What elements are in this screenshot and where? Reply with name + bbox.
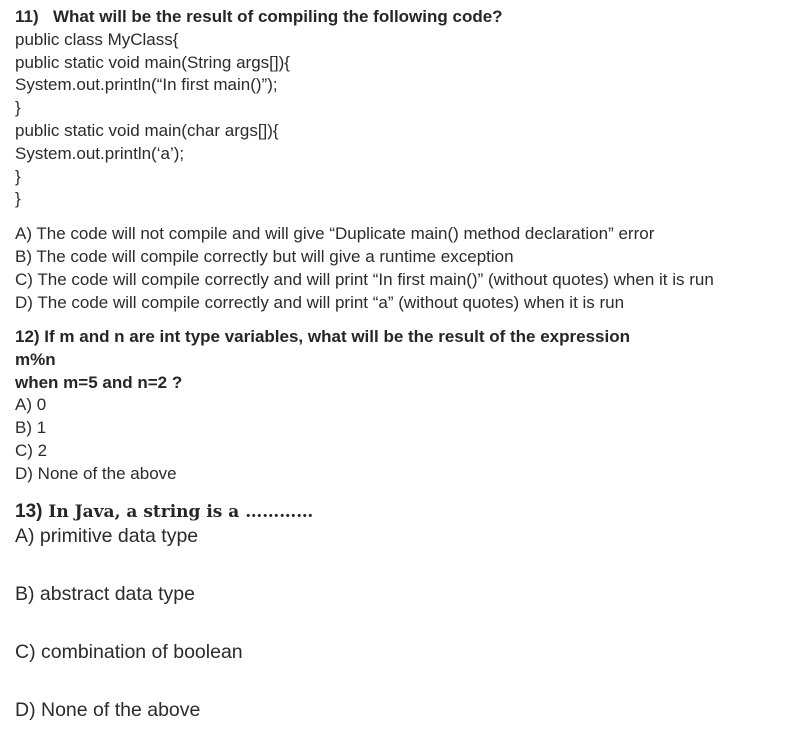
question-13 bbox=[15, 500, 791, 722]
option-c: C) The code will compile correctly and will print “In first main()” (without quotes) when it is run bbox=[15, 269, 714, 289]
option-a: A) The code will not compile and will give “Duplicate main() method declaration” error bbox=[15, 224, 655, 244]
option-b: B) 1 bbox=[15, 418, 47, 438]
option-b: B) abstract data type bbox=[15, 583, 195, 605]
question-13-options bbox=[15, 524, 791, 722]
option-a: A) 0 bbox=[15, 395, 47, 415]
question-12-options bbox=[15, 394, 791, 485]
question-12-text-line: 12) If m and n are int type variables, what will be the result of the expression bbox=[15, 327, 630, 346]
option-a: A) primitive data type bbox=[15, 525, 199, 547]
question-13-heading bbox=[15, 500, 791, 524]
question-11-number: 11) bbox=[15, 7, 39, 26]
question-12-expression: m%n bbox=[15, 349, 56, 369]
code-line: public static void main(char args[]){ bbox=[15, 120, 279, 140]
option-d: D) None of the above bbox=[15, 463, 177, 483]
question-11-text: What will be the result of compiling the following code? bbox=[53, 7, 503, 26]
code-line: } bbox=[15, 98, 21, 118]
question-11-heading bbox=[15, 6, 791, 29]
option-b: B) The code will compile correctly but will give a runtime exception bbox=[15, 246, 514, 266]
option-c: C) 2 bbox=[15, 440, 48, 460]
question-11-code bbox=[15, 29, 791, 211]
code-line: System.out.println(‘a’); bbox=[15, 143, 185, 163]
option-d: D) None of the above bbox=[15, 699, 201, 721]
option-c: C) combination of boolean bbox=[15, 641, 243, 663]
code-line: } bbox=[15, 189, 21, 209]
question-11-options bbox=[15, 223, 791, 314]
question-12-condition: when m=5 and n=2 ? bbox=[15, 372, 183, 392]
question-11 bbox=[15, 6, 791, 314]
code-line: System.out.println(“In first main()”); bbox=[15, 75, 278, 95]
code-line: public class MyClass{ bbox=[15, 29, 179, 49]
code-line: public static void main(String args[]){ bbox=[15, 52, 290, 72]
question-13-number: 13) bbox=[15, 501, 43, 522]
question-13-text: In Java, a string is a ………… bbox=[48, 502, 314, 522]
option-d: D) The code will compile correctly and will print “a” (without quotes) when it is run bbox=[15, 292, 625, 312]
code-line: } bbox=[15, 166, 21, 186]
question-12 bbox=[15, 326, 791, 486]
